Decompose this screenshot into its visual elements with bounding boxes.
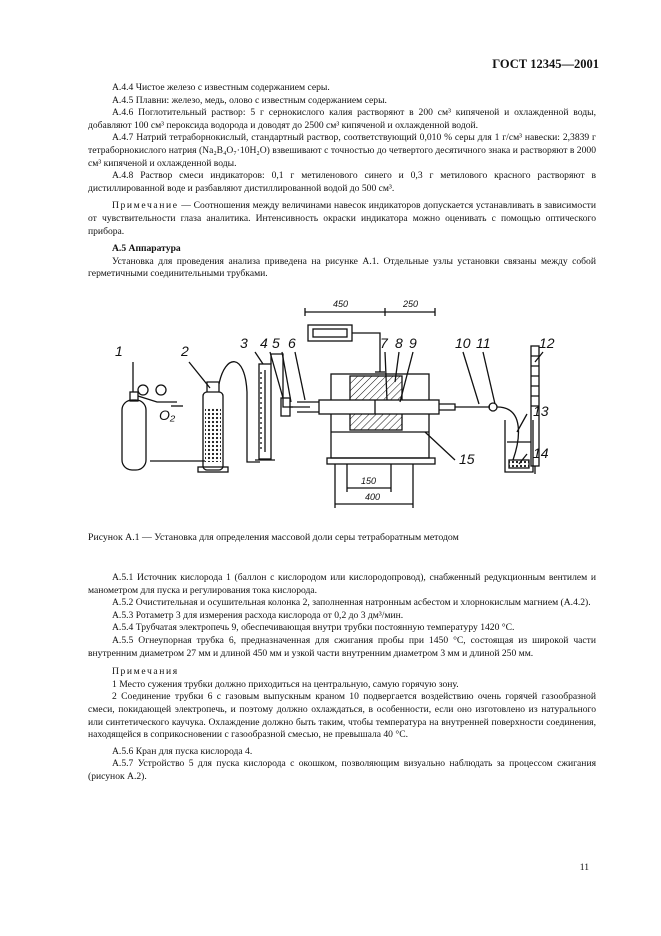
label-13: 13	[533, 403, 549, 419]
note-item-2: 2 Соединение трубки 6 с газовым выпускным краном 10 подвергается воздействию очень горячей газообразной смеси, покидающей электропечь, и поэтому должно охлаждаться, в особенности, если оно изготовлено из натурального или синтетического каучука. Охлаждение должно быть таким, чтобы температура на внутренней поверхности соединения, находящейся в соприкосновении с газообразной смесью, не превышала 40 °С.	[88, 691, 596, 741]
label-5: 5	[272, 335, 280, 351]
label-9: 9	[409, 335, 417, 351]
oxygen-cylinder	[122, 385, 183, 470]
section-title: А.5 Аппаратура	[112, 243, 181, 255]
purification-column	[198, 382, 228, 472]
apparatus-figure	[95, 292, 600, 514]
paragraph-a51: А.5.1 Источник кислорода 1 (баллон с кислородом или кислородопровод), снабженный редукционным вентилем и манометром для пуска и регулирования тока кислорода.	[88, 572, 596, 596]
label-1: 1	[115, 343, 123, 359]
paragraph-a44: А.4.4 Чистое железо с известным содержанием серы.	[112, 82, 330, 93]
paragraph-a48: А.4.8 Раствор смеси индикаторов: 0,1 г метиленового синего и 0,3 г метилового красного растворяют в дистиллированной воде и разбавляют дистиллированной водой до 500 см³.	[88, 170, 596, 194]
label-4: 4	[260, 335, 268, 351]
temperature-controller	[308, 325, 385, 372]
top-text-block	[88, 82, 596, 281]
paragraph-a56: А.5.6 Кран для пуска кислорода 4.	[112, 745, 253, 757]
label-6: 6	[288, 335, 296, 351]
document-header: ГОСТ 12345—2001	[492, 57, 599, 71]
notes-label: Примечания	[112, 666, 179, 678]
note-item-1: 1 Место сужения трубки должно приходиться на центральную, самую горячую зону.	[112, 678, 459, 690]
label-14: 14	[533, 445, 549, 461]
page-number: 11	[579, 862, 589, 873]
dimension-150: 150	[361, 476, 377, 486]
paragraph-a53: А.5.3 Ротаметр 3 для измерения расхода кислорода от 0,2 до 3 дм³/мин.	[112, 609, 404, 621]
paragraph-a55: А.5.5 Огнеупорная трубка 6, предназначенная для сжигания пробы при 1450 °С, состоящая из широкой части внутренним диаметром 27 мм и длиной 450 мм и узкой части внутренним диаметром 3 мм и длиной 250 мм.	[88, 634, 596, 659]
paragraph-a47: А.4.7 Натрий тетраборнокислый, стандартный раствор, соответствующий 0,010 % серы для 1 г/см³ навески: 2,3839 г тетраборнокислого натрия (Na₂B₄O₇·10H₂O) взвешивают с точностью до четвертого десятичного знака и растворяют в 2000 см³ кипяченой и охлажденной воды.	[88, 132, 596, 169]
label-12: 12	[539, 335, 555, 351]
label-8: 8	[395, 335, 403, 351]
label-11: 11	[476, 335, 491, 351]
label-3: 3	[240, 335, 248, 351]
bottom-text-block	[88, 572, 596, 784]
paragraph-a57: А.5.7 Устройство 5 для пуска кислорода с окошком, позволяющим визуально наблюдать за процессом сжигания (рисунок А.2).	[88, 758, 596, 782]
paragraph-a54: А.5.4 Трубчатая электропечь 9, обеспечивающая внутри трубки постоянную температуру 1420 °С.	[112, 622, 515, 634]
paragraph-a52: А.5.2 Очистительная и осушительная колонка 2, заполненная натронным асбестом и хлорнокислым магнием (А.4.2).	[112, 597, 591, 609]
figure-caption: Рисунок А.1 — Установка для определения массовой доли серы тетраборатным методом	[88, 532, 459, 543]
section-intro: Установка для проведения анализа приведена на рисунке А.1. Отдельные узлы установки связаны между собой герметичными соединительными трубками.	[88, 255, 596, 280]
dimension-450: 450	[333, 299, 349, 309]
dimension-400: 400	[365, 492, 381, 502]
dimension-250: 250	[403, 299, 419, 309]
paragraph-a45: А.4.5 Плавни: железо, медь, олово с известным содержанием серы.	[112, 94, 387, 106]
label-10: 10	[455, 335, 471, 351]
label-15: 15	[459, 451, 475, 467]
note-1: Примечание — Соотношения между величинами навесок индикаторов допускается устанавливать в зависимости от чувствительности глаза аналитика. Интенсивность окраски индикатора можно оценивать с помощью оптического прибора.	[88, 200, 596, 237]
label-7: 7	[380, 335, 388, 351]
oxygen-label: O₂	[159, 407, 176, 423]
paragraph-a46: А.4.6 Поглотительный раствор: 5 г сернокислого калия растворяют в 200 см³ кипяченой и охлажденной воды, добавляют 100 см³ пероксида водорода и доводят до 2500 см³ кипяченой и охлажденной водой.	[88, 107, 596, 131]
label-2: 2	[181, 343, 189, 359]
rotameter	[255, 364, 275, 460]
